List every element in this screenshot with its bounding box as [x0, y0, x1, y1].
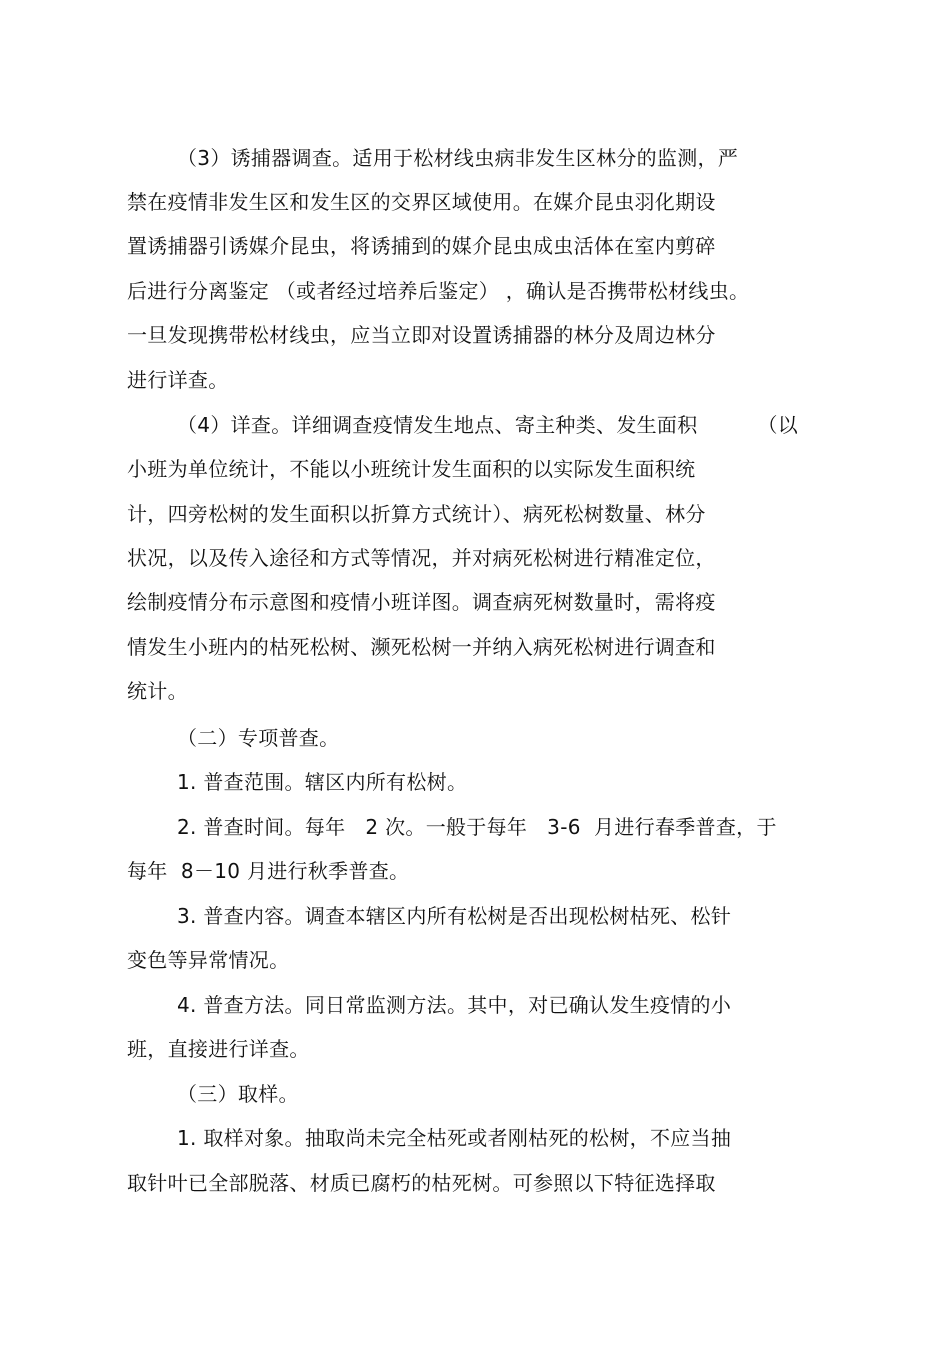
text-line: 置诱捕器引诱媒介昆虫，将诱捕到的媒介昆虫成虫活体在室内剪碎: [127, 234, 716, 258]
text-line: 3. 普查内容。调查本辖区内所有松树是否出现松树枯死、松针: [177, 904, 732, 928]
text-line: 1. 取样对象。抽取尚未完全枯死或者刚枯死的松树，不应当抽: [177, 1126, 732, 1150]
text-line: 每年 8－10 月进行秋季普查。: [127, 859, 410, 883]
text-line: 取针叶已全部脱落、材质已腐朽的枯死树。可参照以下特征选择取: [127, 1171, 716, 1195]
text-line: 小班为单位统计，不能以小班统计发生面积的以实际发生面积统: [127, 457, 696, 481]
text-line: 进行详查。: [127, 368, 229, 392]
text-line: 禁在疫情非发生区和发生区的交界区域使用。在媒介昆虫羽化期设: [127, 190, 716, 214]
text-line: 1. 普查范围。辖区内所有松树。: [177, 770, 468, 794]
text-line: 后进行分离鉴定 （或者经过培养后鉴定） ，确认是否携带松材线虫。: [127, 279, 750, 303]
text-line: 4. 普查方法。同日常监测方法。其中，对已确认发生疫情的小: [177, 993, 732, 1017]
section-heading: （二）专项普查。: [177, 726, 340, 750]
text-line: 班，直接进行详查。: [127, 1037, 310, 1061]
text-line: （4）详查。详细调查疫情发生地点、寄主种类、发生面积 （以: [177, 413, 799, 437]
section-heading: （三）取样。: [177, 1082, 299, 1106]
text-line: 情发生小班内的枯死松树、濒死松树一并纳入病死松树进行调查和: [127, 635, 716, 659]
text-line: 状况，以及传入途径和方式等情况，并对病死松树进行精准定位，: [127, 546, 716, 570]
text-line: 2. 普查时间。每年 2 次。一般于每年 3-6 月进行春季普查，于: [177, 815, 777, 839]
text-line: （3）诱捕器调查。适用于松材线虫病非发生区林分的监测，严: [177, 146, 739, 170]
text-line: 统计。: [127, 679, 188, 703]
text-line: 一旦发现携带松材线虫，应当立即对设置诱捕器的林分及周边林分: [127, 323, 716, 347]
text-line: 变色等异常情况。: [127, 948, 290, 972]
text-line: 绘制疫情分布示意图和疫情小班详图。调查病死树数量时，需将疫: [127, 590, 716, 614]
text-line: 计，四旁松树的发生面积以折算方式统计）、病死松树数量、林分: [127, 502, 706, 526]
